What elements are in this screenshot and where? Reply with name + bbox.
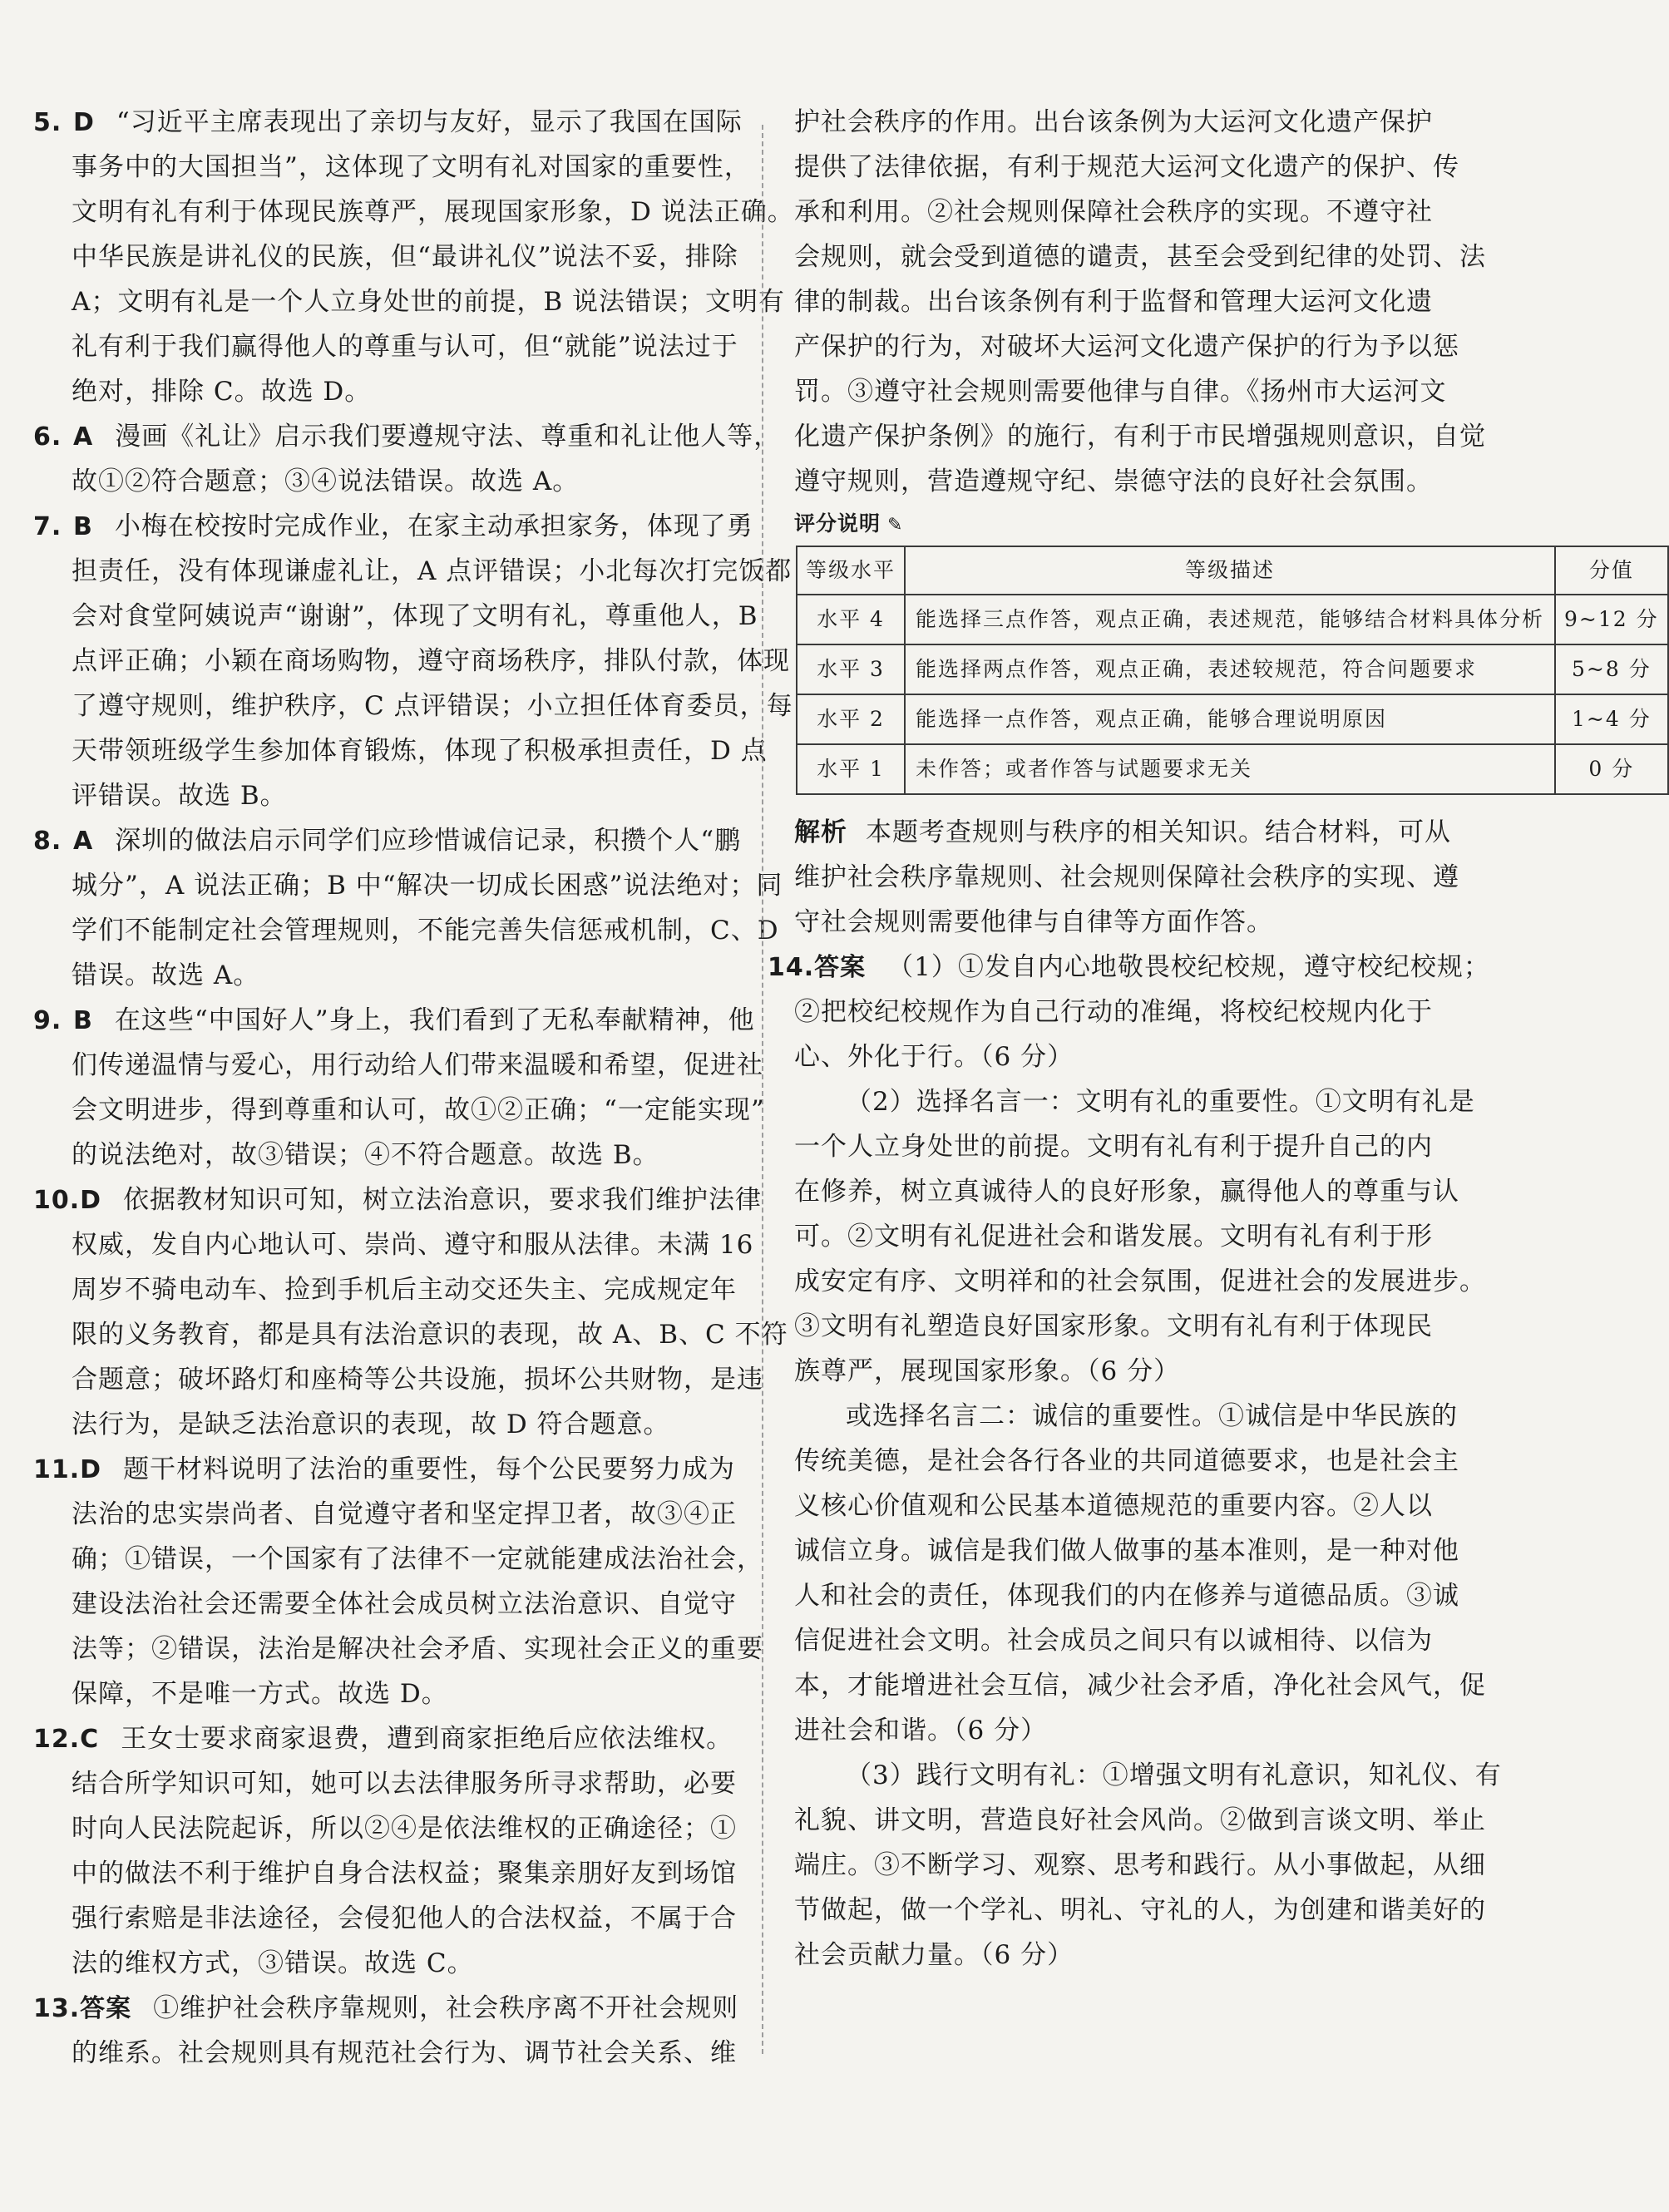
question-answer: D: [73, 108, 95, 137]
row-level: 水平 1: [797, 744, 905, 794]
answer-line: 提供了法律依据，有利于规范大运河文化遗产的保护、传: [794, 152, 1459, 182]
scoring-row: [797, 595, 1668, 644]
answer-line: [794, 1708, 1459, 1753]
answer-line: [33, 1312, 788, 1357]
header-level: 等级水平: [797, 546, 905, 595]
line-text: ②把校纪校规作为自己行动的准绳，将校纪校规内化于: [794, 997, 1433, 1027]
line-text: 在修养，树立真诚待人的良好形象，赢得他人的尊重与认: [794, 1177, 1459, 1207]
line-text: 点评正确；小颖在商场购物，遵守商场秩序，排队付款，体现: [72, 646, 790, 676]
row-points: 9~12 分: [1555, 595, 1668, 644]
line-text: 义核心价值观和公民基本道德规范的重要内容。②人以: [794, 1491, 1433, 1521]
line-text: 城分”，A 说法正确；B 中“解决一切成长困惑”说法绝对；同: [72, 871, 783, 901]
answer-line: [794, 1304, 1459, 1349]
answer-line: [33, 818, 742, 863]
line-text: 节做起，做一个学礼、明礼、守礼的人，为创建和谐美好的: [794, 1895, 1486, 1925]
line-text: （3）践行文明有礼：①增强文明有礼意识，知礼仪、有: [846, 1760, 1502, 1790]
row-description: 能选择两点作答，观点正确，表述较规范，符合问题要求: [905, 644, 1555, 694]
right-column: [768, 100, 1659, 1977]
answer-line: [794, 1259, 1486, 1304]
line-text: 漫画《礼让》启示我们要遵规守法、尊重和礼让他人等，: [115, 422, 781, 452]
analysis-line: [794, 855, 1459, 900]
question-number: 14.: [768, 953, 815, 982]
question-number: 12.: [33, 1725, 81, 1754]
scoring-table: [796, 546, 1669, 795]
question-number: 10.: [33, 1186, 81, 1215]
line-text: 担责任，没有体现谦虚礼让，A 点评错误；小北每次打完饭都: [72, 556, 793, 586]
row-level: 水平 2: [797, 694, 905, 744]
line-text: 法行为，是缺乏法治意识的表现，故 D 符合题意。: [72, 1410, 670, 1439]
row-description: 未作答；或者作答与试题要求无关: [905, 744, 1555, 794]
question-number: 6.: [33, 422, 62, 452]
answer-line: [33, 863, 783, 908]
line-text: 法治的忠实崇尚者、自觉遵守者和坚定捍卫者，故③④正: [72, 1499, 737, 1529]
answer-line: [33, 100, 743, 145]
line-text: 成安定有序、文明祥和的社会氛围，促进社会的发展进步。: [794, 1266, 1486, 1296]
line-text: ①维护社会秩序靠规则，社会秩序离不开社会规则: [153, 1993, 739, 2023]
question-answer: C: [80, 1725, 100, 1754]
answer-line: [33, 684, 793, 728]
question-answer: B: [73, 1006, 93, 1035]
line-text: 题干材料说明了法治的重要性，每个公民要努力成为: [123, 1454, 736, 1484]
row-points: 5~8 分: [1555, 644, 1668, 694]
line-text: 文明有礼有利于体现民族尊严，展现国家形象，D 说法正确。: [72, 197, 794, 227]
answer-line: [794, 1484, 1459, 1528]
pencil-icon: ✎: [887, 515, 904, 536]
line-text: 会对食堂阿姨说声“谢谢”，体现了文明有礼，尊重他人，B: [72, 601, 758, 631]
line-text: 诚信立身。诚信是我们做人做事的基本准则，是一种对他: [794, 1536, 1459, 1566]
question-answer: 答案: [80, 1994, 132, 2023]
row-description: 能选择一点作答，观点正确，能够合理说明原因: [905, 694, 1555, 744]
line-text: ③文明有礼塑造良好国家形象。文明有礼有利于体现民: [794, 1311, 1433, 1341]
answer-line: [33, 2031, 737, 2076]
question-answer: D: [80, 1455, 102, 1484]
answer-line: [794, 1618, 1459, 1663]
line-text: 王女士要求商家退费，遭到商家拒绝后应依法维权。: [121, 1724, 733, 1754]
line-text: 中华民族是讲礼仪的民族，但“最讲礼仪”说法不妥，排除: [72, 242, 738, 272]
answer-line: [33, 369, 733, 414]
line-text: “习近平主席表现出了亲切与友好，显示了我国在国际: [116, 107, 743, 137]
line-text: 会文明进步，得到尊重和认可，故①②正确；“一定能实现”: [72, 1095, 765, 1125]
header-description: 等级描述: [905, 546, 1555, 595]
question-13: [33, 1986, 739, 2076]
answer-line: [33, 1447, 736, 1492]
answer-line: [33, 145, 751, 190]
row-points: 1~4 分: [1555, 694, 1668, 744]
answer-line: [33, 459, 733, 504]
column-divider: [762, 125, 763, 2054]
line-text: 事务中的大国担当”，这体现了文明有礼对国家的重要性，: [72, 152, 751, 182]
line-text: 维护社会秩序靠规则、社会规则保障社会秩序的实现、遵: [794, 862, 1459, 892]
line-text: 一个人立身处世的前提。文明有礼有利于提升自己的内: [794, 1132, 1433, 1162]
question-number: 9.: [33, 1006, 62, 1035]
line-text: 绝对，排除 C。故选 D。: [72, 377, 372, 407]
header-points: 分值: [1555, 546, 1668, 595]
line-text: 礼有利于我们赢得他人的尊重与认可，但“就能”说法过于: [72, 332, 738, 362]
answer-line: [794, 1843, 1486, 1888]
line-text: 故①②符合题意；③④说法错误。故选 A。: [72, 467, 580, 496]
answer-line: 遵守规则，营造遵规守纪、崇德守法的良好社会氛围。: [794, 467, 1433, 496]
line-text: 礼貌、讲文明，营造良好社会风尚。②做到言谈文明、举止: [794, 1805, 1486, 1835]
answer-line: [33, 1537, 763, 1582]
line-text: 错误。故选 A。: [72, 960, 260, 990]
answer-line: [33, 639, 790, 684]
answer-line: [794, 1169, 1459, 1214]
answer-line: [794, 1394, 1459, 1439]
question-number: 11.: [33, 1455, 81, 1484]
line-text: 天带领班级学生参加体育锻炼，体现了积极承担责任，D 点: [72, 736, 768, 766]
line-text: 端庄。③不断学习、观察、思考和践行。从小事做起，从细: [794, 1850, 1486, 1880]
answer-line: [33, 1582, 737, 1627]
question-number: 7.: [33, 512, 62, 541]
scoring-title-text: 评分说明: [794, 511, 881, 536]
answer-line: [33, 235, 738, 279]
answer-line: [33, 594, 758, 639]
question-number: 13.: [33, 1994, 81, 2023]
line-text: 的说法绝对，故③错误；④不符合题意。故选 B。: [72, 1140, 659, 1170]
answer-line: [33, 1716, 733, 1761]
question-answer: A: [73, 827, 94, 856]
answer-line: 会规则，就会受到道德的谴责，甚至会受到纪律的处罚、法: [794, 242, 1486, 272]
answer-line: [33, 1357, 763, 1402]
row-level: 水平 3: [797, 644, 905, 694]
answer-line: [794, 1079, 1475, 1124]
question-10: [33, 1178, 788, 1447]
analysis-line: [794, 900, 1459, 945]
line-text: 法等；②错误，法治是解决社会矛盾、实现社会正义的重要: [72, 1634, 763, 1664]
question-12: [33, 1716, 737, 1986]
line-text: 的维系。社会规则具有规范社会行为、调节社会关系、维: [72, 2038, 737, 2068]
line-text: 信促进社会文明。社会成员之间只有以诚相待、以信为: [794, 1626, 1433, 1656]
line-text: 权威，发自内心地认可、崇尚、遵守和服从法律。未满 16: [72, 1230, 754, 1260]
analysis-block: [794, 810, 1459, 945]
line-text: 在这些“中国好人”身上，我们看到了无私奉献精神，他: [114, 1005, 755, 1035]
answer-line: [33, 190, 794, 235]
answer-line: [33, 1806, 737, 1851]
line-text: 周岁不骑电动车、捡到手机后主动交还失主、完成规定年: [72, 1275, 737, 1305]
scoring-row: [797, 694, 1668, 744]
row-points: 0 分: [1555, 744, 1668, 794]
answer-line: [794, 1528, 1459, 1573]
question-answer: D: [80, 1186, 102, 1215]
answer-line: [33, 728, 768, 773]
question-answer: B: [73, 512, 93, 541]
line-text: 时向人民法院起诉，所以②④是依法维权的正确途径；①: [72, 1814, 737, 1844]
answer-line: [33, 1178, 763, 1222]
line-text: 守社会规则需要他律与自律等方面作答。: [794, 907, 1273, 937]
line-text: 法的维权方式，③错误。故选 C。: [72, 1948, 474, 1978]
answer-line: [794, 1753, 1502, 1798]
question-9: [33, 998, 765, 1178]
answer-line: 产保护的行为，对破坏大运河文化遗产保护的行为予以惩: [794, 332, 1459, 362]
question-7: [33, 504, 793, 818]
line-text: 了遵守规则，维护秩序，C 点评错误；小立担任体育委员，每: [72, 691, 793, 721]
line-text: 人和社会的责任，体现我们的内在修养与道德品质。③诚: [794, 1581, 1459, 1611]
answer-line: [33, 773, 733, 818]
answer-line: 承和利用。②社会规则保障社会秩序的实现。不遵守社: [794, 197, 1433, 227]
answer-line: [794, 1439, 1459, 1484]
line-text: 本，才能增进社会互信，减少社会矛盾，净化社会风气，促: [794, 1671, 1486, 1701]
answer-line: [33, 324, 738, 369]
row-level: 水平 4: [797, 595, 905, 644]
line-text: 本题考查规则与秩序的相关知识。结合材料，可从: [866, 817, 1451, 847]
line-text: 传统美德，是社会各行各业的共同道德要求，也是社会主: [794, 1446, 1459, 1476]
line-text: 进社会和谐。（6 分）: [794, 1716, 1048, 1745]
line-text: A；文明有礼是一个人立身处世的前提，B 说法错误；文明有: [72, 287, 786, 317]
line-text: 合题意；破坏路灯和座椅等公共设施，损坏公共财物，是违: [72, 1365, 763, 1395]
line-text: 建设法治社会还需要全体社会成员树立法治意识、自觉守: [72, 1589, 737, 1619]
line-text: 评错误。故选 B。: [72, 781, 287, 811]
answer-line: [794, 1933, 1459, 1977]
answer-line: [794, 1214, 1459, 1259]
answer-line: [33, 414, 781, 459]
answer-line: [33, 1492, 737, 1537]
answer-line: 律的制裁。出台该条例有利于监督和管理大运河文化遗: [794, 287, 1433, 317]
answer-line: 护社会秩序的作用。出台该条例为大运河文化遗产保护: [794, 107, 1433, 137]
question-5: [33, 100, 794, 414]
scoring-title: [794, 507, 1459, 541]
question-6: [33, 414, 781, 504]
answer-line: [33, 1627, 763, 1671]
answer-line: [33, 1222, 754, 1267]
answer-line: [33, 504, 753, 549]
question-answer: 答案: [814, 953, 867, 982]
answer-line: [33, 1986, 739, 2031]
answer-line: [33, 1133, 733, 1178]
answer-line: 罚。③遵守社会规则需要他律与自律。《扬州市大运河文: [794, 377, 1447, 407]
question-answer: A: [73, 422, 94, 452]
line-text: 族尊严，展现国家形象。（6 分）: [794, 1356, 1181, 1386]
answer-line: [33, 1671, 733, 1716]
line-text: 中的做法不利于维护自身合法权益；聚集亲朋好友到场馆: [72, 1859, 737, 1889]
line-text: （1）①发自内心地敬畏校纪校规，遵守校纪校规；: [887, 952, 1490, 982]
row-description: 能选择三点作答，观点正确，表述规范，能够结合材料具体分析: [905, 595, 1555, 644]
analysis-line: [794, 810, 1459, 855]
answer-line: [33, 1761, 737, 1806]
line-text: 小梅在校按时完成作业，在家主动承担家务，体现了勇: [114, 511, 753, 541]
answer-line: [33, 1851, 737, 1896]
scoring-header-row: [797, 546, 1668, 595]
q13-continuation: [794, 100, 1486, 504]
line-text: 学们不能制定社会管理规则，不能完善失信惩戒机制，C、D: [72, 916, 779, 946]
question-8: [33, 818, 783, 998]
answer-line: [33, 953, 733, 998]
line-text: 们传递温情与爱心，用行动给人们带来温暖和希望，促进社: [72, 1050, 763, 1080]
line-text: 结合所学知识可知，她可以去法律服务所寻求帮助，必要: [72, 1769, 737, 1799]
line-text: 可。②文明有礼促进社会和谐发展。文明有礼有利于形: [794, 1222, 1433, 1252]
line-text: 依据教材知识可知，树立法治意识，要求我们维护法律: [123, 1185, 763, 1215]
answer-line: [794, 1663, 1486, 1708]
q14-block: [768, 945, 1502, 1977]
answer-line: [33, 908, 779, 953]
line-text: 确；①错误，一个国家有了法律不一定就能建成法治社会，: [72, 1544, 763, 1574]
question-number: 8.: [33, 827, 62, 856]
answer-line: [33, 549, 793, 594]
answer-line: [794, 1124, 1459, 1169]
question-number: 5.: [33, 108, 62, 137]
answer-line: [33, 1402, 733, 1447]
answer-line: [33, 279, 786, 324]
answer-line: [33, 1267, 737, 1312]
answer-line: 化遗产保护条例》的施行，有利于市民增强规则意识，自觉: [794, 422, 1486, 452]
answer-line: [794, 990, 1459, 1034]
line-text: 限的义务教育，都是具有法治意识的表现，故 A、B、C 不符: [72, 1320, 788, 1350]
analysis-label: 解析: [794, 817, 847, 847]
answer-line: [33, 998, 755, 1043]
line-text: 心、外化于行。（6 分）: [794, 1042, 1074, 1072]
answer-line: [33, 1941, 733, 1986]
line-text: 保障，不是唯一方式。故选 D。: [72, 1679, 448, 1709]
line-text: 社会贡献力量。（6 分）: [794, 1940, 1074, 1970]
answer-line: [794, 1573, 1459, 1618]
answer-line: [794, 1888, 1486, 1933]
answer-line: [33, 1896, 737, 1941]
answer-line: [768, 945, 1490, 990]
answer-line: [794, 1349, 1459, 1394]
line-text: 强行索赔是非法途径，会侵犯他人的合法权益，不属于合: [72, 1903, 737, 1933]
scoring-row: [797, 644, 1668, 694]
line-text: （2）选择名言一：文明有礼的重要性。①文明有礼是: [846, 1087, 1475, 1117]
scoring-row: [797, 744, 1668, 794]
answer-line: [794, 1798, 1486, 1843]
answer-line: [33, 1088, 765, 1133]
question-11: [33, 1447, 763, 1716]
line-text: 或选择名言二：诚信的重要性。①诚信是中华民族的: [846, 1401, 1458, 1431]
line-text: 深圳的做法启示同学们应珍惜诚信记录，积攒个人“鹏: [115, 826, 742, 856]
answer-line: [33, 1043, 763, 1088]
answer-line: [794, 1034, 1459, 1079]
